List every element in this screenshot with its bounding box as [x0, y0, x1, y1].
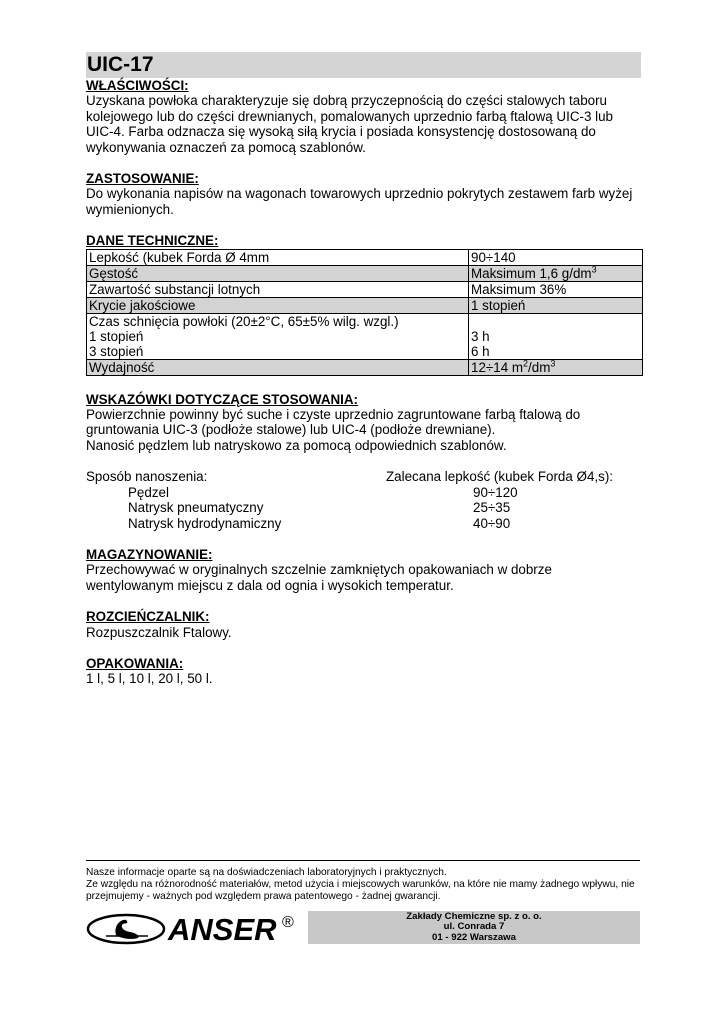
- method-label: Sposób nanoszenia:: [86, 469, 208, 485]
- company-address: [308, 911, 640, 944]
- thinner-text: Rozpuszczalnik Ftalowy.: [86, 624, 232, 640]
- yield-value: 12÷14 m: [471, 359, 524, 375]
- table-cell-label: Lepkość (kubek Forda Ø 4mm: [87, 249, 469, 265]
- method-name: Pędzel: [128, 484, 169, 500]
- list-item: [86, 485, 641, 500]
- application-header: [86, 469, 641, 484]
- usage-heading: ZASTOSOWANIE:: [86, 171, 199, 187]
- company-city: 01 - 922 Warszawa: [432, 931, 516, 943]
- instructions-line2: Nanosić pędzlem lub natryskowo za pomocą odpowiednich szablonów.: [86, 437, 507, 453]
- table-cell-label: Wydajność: [87, 359, 469, 375]
- yield-sup2: 3: [550, 358, 556, 369]
- packaging-heading: OPAKOWANIA:: [86, 655, 184, 671]
- footer-note: [86, 867, 640, 903]
- table-cell-label: Zawartość substancji lotnych: [87, 281, 469, 297]
- method-viscosity: 25÷35: [473, 500, 511, 516]
- instructions-heading: WSKAZÓWKI DOTYCZĄCE STOSOWANIA:: [86, 391, 359, 407]
- properties-section: [86, 78, 641, 155]
- instructions-section: [86, 392, 641, 454]
- footer-note-line1: Nasze informacje oparte są na doświadczeniach laboratoryjnych i praktycznych.: [86, 867, 447, 878]
- viscosity-label: Zalecana lepkość (kubek Forda Ø4,s):: [386, 469, 614, 485]
- storage-section: [86, 547, 641, 593]
- drying-label: Czas schnięcia powłoki (20±2°C, 65±5% wilg. wzgl.): [89, 313, 399, 329]
- registered-mark: ®: [282, 914, 294, 931]
- tech-table: [86, 249, 643, 376]
- table-cell-value: [469, 359, 643, 375]
- thinner-section: [86, 609, 641, 640]
- storage-heading: MAGAZYNOWANIE:: [86, 546, 213, 562]
- application-section: [86, 469, 641, 531]
- anser-logo-graphic: [86, 909, 308, 945]
- storage-text: Przechowywać w oryginalnych szczelnie zamkniętych opakowaniach w dobrze wentylowanym miejscu z dala od ognia i wysokich temperatur.: [86, 562, 552, 593]
- method-name: Natrysk hydrodynamiczny: [128, 515, 282, 531]
- tech-heading: DANE TECHNICZNE:: [86, 233, 219, 249]
- footer-note-line2: Ze względu na różnorodność materiałów, metod użycia i miejscowych warunków, na które nie mamy żadnego wpływu, nie przejmujemy - ważnych pod względem prawa patentowego - żadnej gwarancji.: [86, 879, 635, 902]
- table-row: [87, 265, 643, 281]
- yield-value2: /dm: [528, 359, 551, 375]
- table-cell-value: Maksimum 36%: [469, 281, 643, 297]
- thinner-heading: ROZCIEŃCZALNIK:: [86, 609, 210, 625]
- footer-divider: [86, 860, 640, 861]
- table-cell-label: Krycie jakościowe: [87, 297, 469, 313]
- table-row: [87, 297, 643, 313]
- logo-text: ANSER: [168, 912, 277, 945]
- footer: [86, 860, 640, 945]
- usage-text: Do wykonania napisów na wagonach towarowych uprzednio pokrytych zestawem farb wyżej wymienionych.: [86, 186, 633, 217]
- table-cell-label: [87, 313, 469, 359]
- company-name: Zakłady Chemiczne sp. z o. o.: [406, 910, 542, 922]
- packaging-section: [86, 656, 641, 687]
- table-cell-label: Gęstość: [87, 265, 469, 281]
- list-item: [86, 516, 641, 531]
- footer-bottom: [86, 909, 640, 945]
- company-street: ul. Conrada 7: [443, 921, 505, 932]
- product-title: UIC-17: [86, 52, 641, 78]
- drying-sub2-label: 3 stopień: [89, 343, 144, 359]
- table-cell-value: 90÷140: [469, 249, 643, 265]
- method-name: Natrysk pneumatyczny: [128, 500, 264, 516]
- drying-sub1-label: 1 stopień: [89, 328, 144, 344]
- table-row: [87, 313, 643, 359]
- table-cell-value: [469, 265, 643, 281]
- method-viscosity: 40÷90: [473, 515, 511, 531]
- properties-heading: WŁAŚCIWOŚCI:: [86, 78, 189, 93]
- method-viscosity: 90÷120: [473, 484, 518, 500]
- properties-text: Uzyskana powłoka charakteryzuje się dobrą przyczepnością do części stalowych taboru kolejowego lub do części drewnianych, pomalowanych uprzednio farbą ftalową UIC-3 lub UIC-4. Farba odznacza się wysoką siłą krycia i posiada konsystencję dostosowaną do wykonywania oznaczeń za pomocą szablonów.: [86, 93, 613, 155]
- table-row: [87, 359, 643, 375]
- usage-section: [86, 171, 641, 217]
- density-unit-sup: 3: [591, 264, 597, 275]
- drying-sub1-value: 3 h: [471, 328, 490, 344]
- tech-section: [86, 233, 641, 375]
- list-item: [86, 500, 641, 515]
- yield-sup1: 2: [523, 358, 529, 369]
- packaging-text: 1 l, 5 l, 10 l, 20 l, 50 l.: [86, 671, 213, 687]
- table-cell-value: 1 stopień: [469, 297, 643, 313]
- instructions-line1: Powierzchnie powinny być suche i czyste uprzednio zagruntowane farbą ftalową do gruntowania UIC-3 (podłoże stalowe) lub UIC-4 (podłoże drewniane).: [86, 407, 581, 438]
- density-value: Maksimum 1,6 g/dm: [471, 265, 592, 281]
- table-cell-value: [469, 313, 643, 359]
- anser-logo: [86, 909, 308, 945]
- drying-sub2-value: 6 h: [471, 343, 490, 359]
- table-row: [87, 249, 643, 265]
- table-row: [87, 281, 643, 297]
- document-body: [86, 52, 641, 687]
